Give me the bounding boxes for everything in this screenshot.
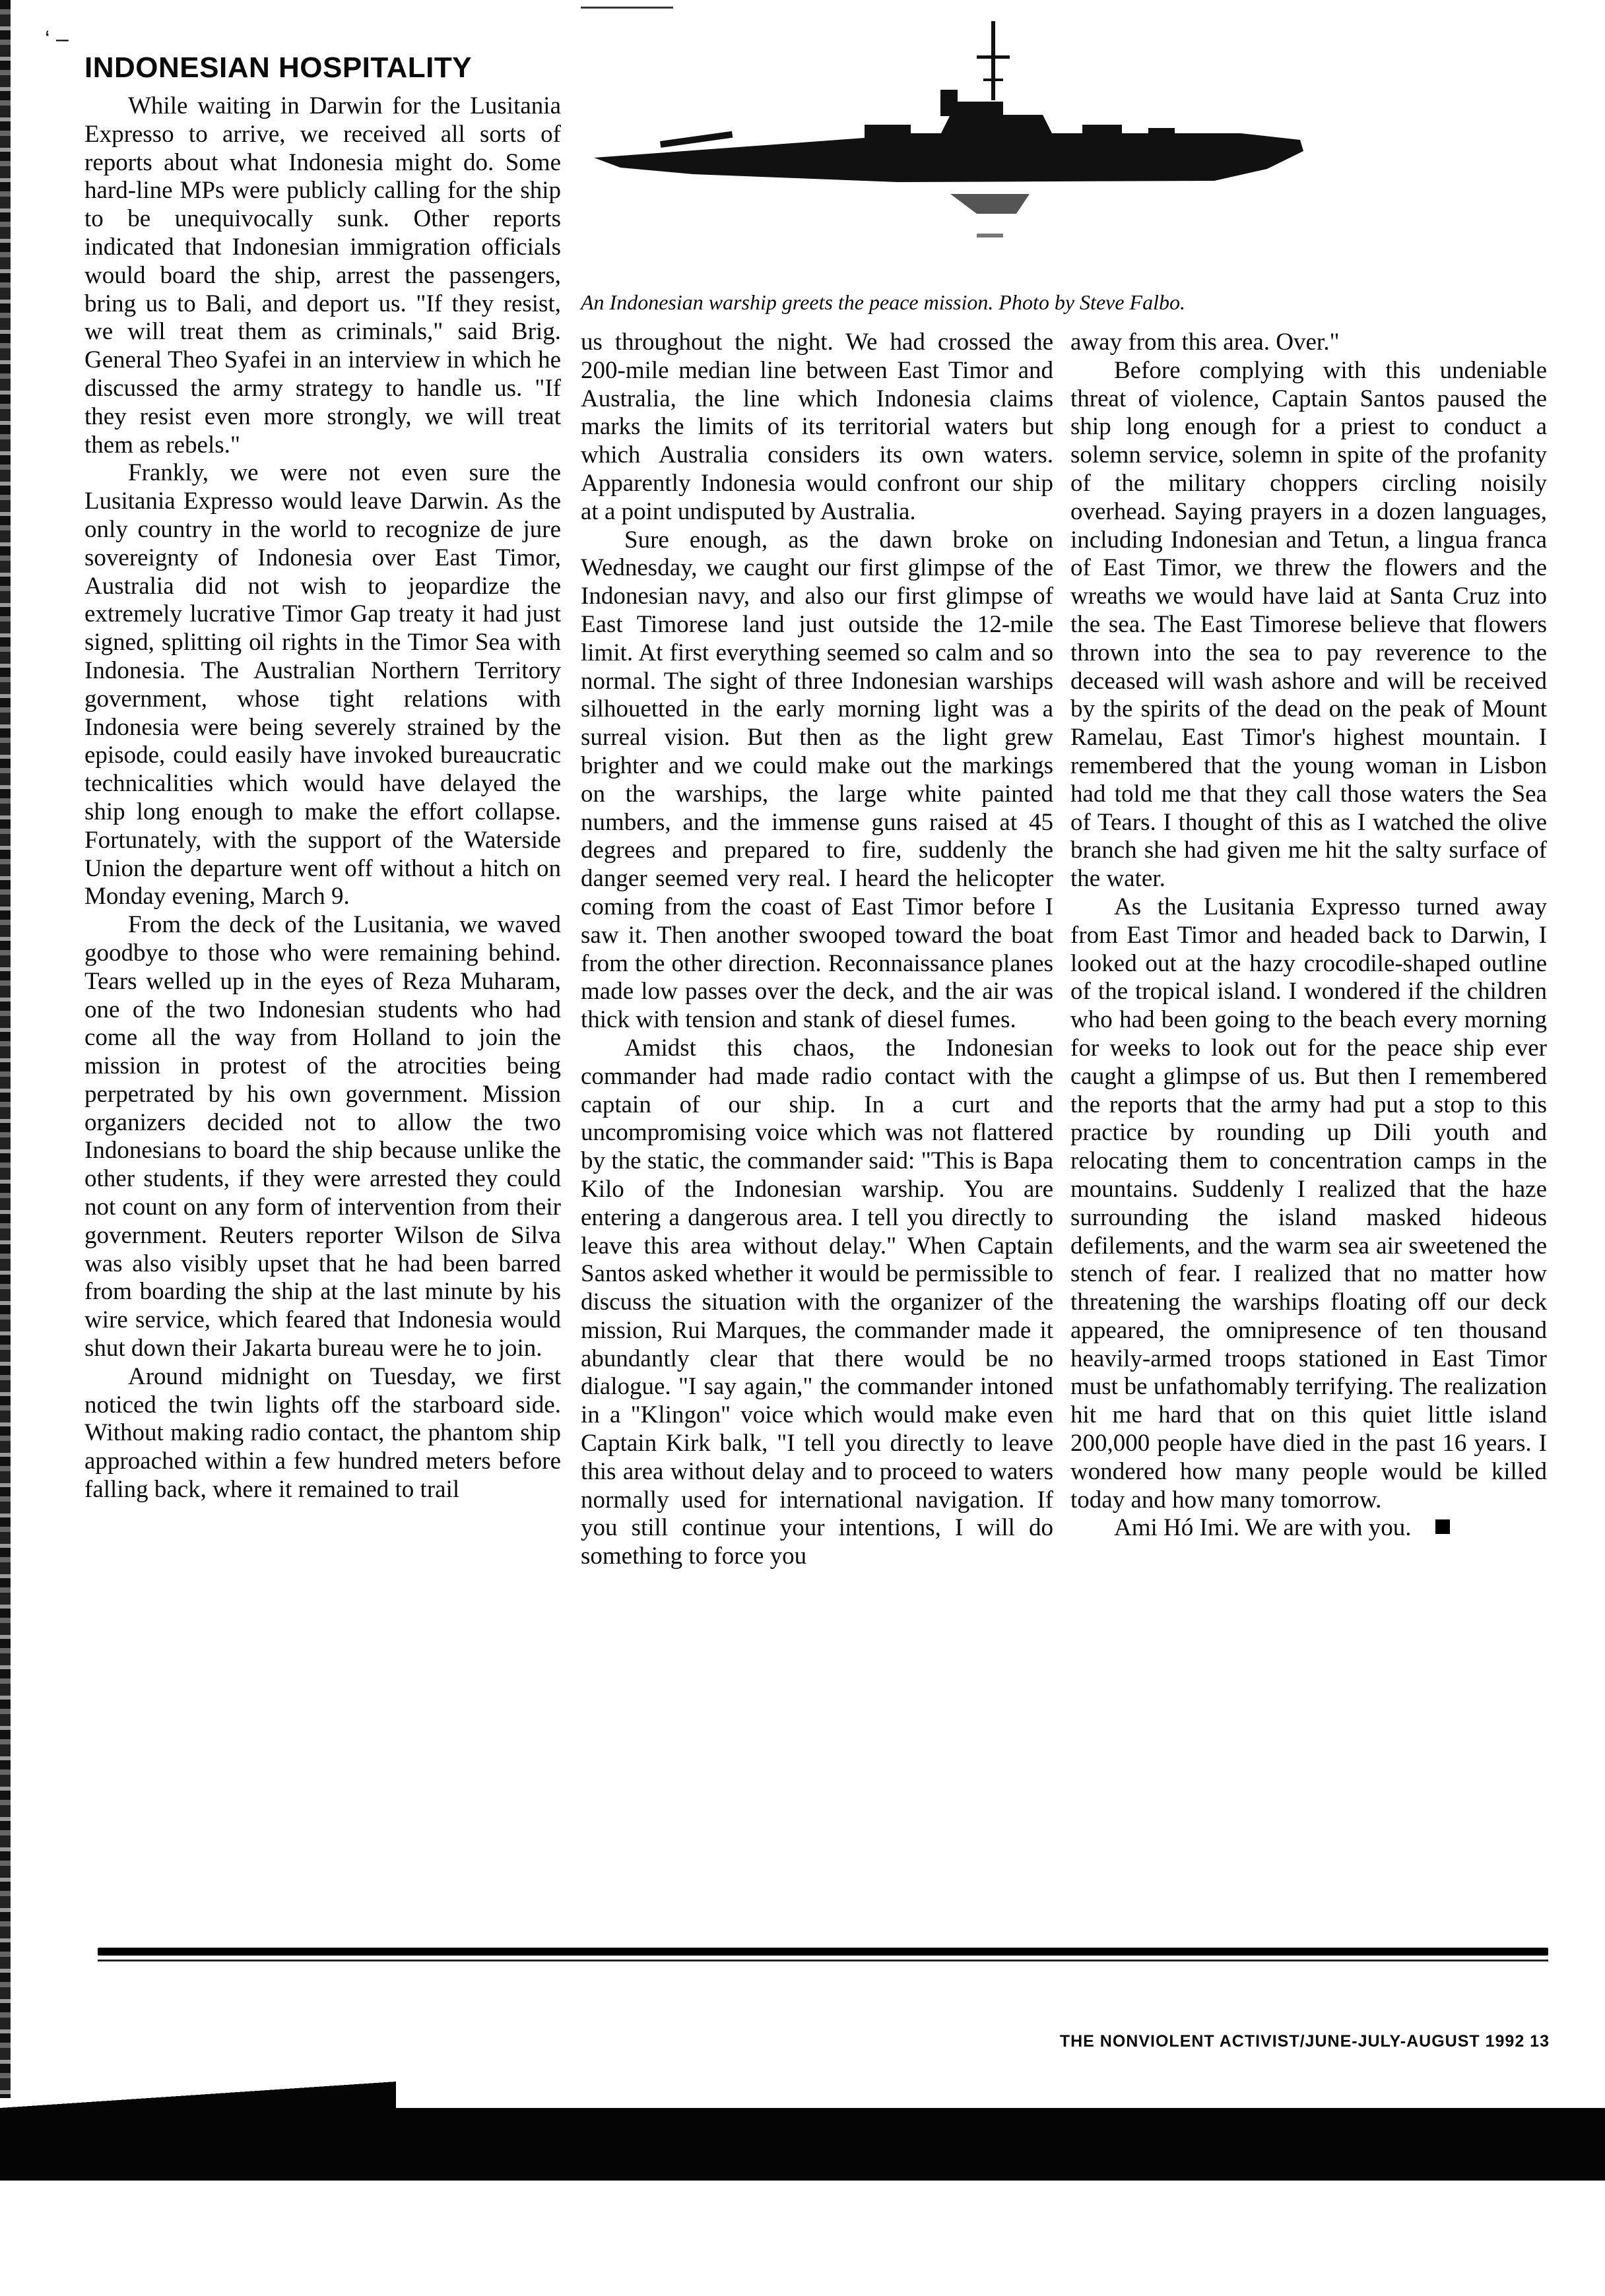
top-rule (581, 7, 673, 9)
end-of-article-mark (1435, 1519, 1450, 1534)
bottom-rule (98, 1948, 1548, 1956)
paragraph: away from this area. Over." (1070, 329, 1340, 356)
scan-edge (0, 0, 11, 2098)
ship-mast (991, 21, 995, 100)
article-headline: INDONESIAN HOSPITALITY (84, 51, 473, 84)
article-column-3 (1070, 329, 1547, 1543)
paragraph: While waiting in Darwin for the Lusitania Expresso to arrive, we received all sorts of reports about what Indonesia might do. Some hard-line MPs were publicly calling for the ship to be unequivocally sunk. Other reports indicated that Indonesian immigration officials would board the ship, arrest the passengers, bring us to Bali, and deport us. "If they resist, we will treat them as criminals," said Brig. General Theo Syafei in an interview in which he discussed the army strategy to handle us. "If they resist even more strongly, we will treat them as rebels." (84, 92, 561, 459)
photo-caption: An Indonesian warship greets the peace mission. Photo by Steve Falbo. (581, 290, 1185, 314)
paragraph (1070, 1514, 1547, 1543)
margin-mark: ‘ – (45, 26, 69, 51)
page-footer: THE NONVIOLENT ACTIVIST/JUNE-JULY-AUGUST 1992 13 (1059, 2032, 1550, 2051)
article-column-2 (581, 329, 1053, 1571)
paragraph: Frankly, we were not even sure the Lusitania Expresso would leave Darwin. As the only country in the world to recognize de jure sovereignty of Indonesia over East Timor, Australia did not wish to jeopardize the extremely lucrative Timor Gap treaty it had just signed, splitting oil rights in the Timor Sea with Indonesia. The Australian Northern Territory government, whose tight relations with Indonesia were being severely strained by the episode, could easily have invoked bureaucratic technicalities which would have delayed the ship long enough to make the effort collapse. Fortunately, with the support of the Waterside Union the departure went off without a hitch on Monday evening, March 9. (84, 459, 561, 910)
paragraph: us throughout the night. We had crossed the 200-mile median line between East Timor and Australia, the line which Indonesia claims marks the limits of its territorial waters but which Australia considers its own waters. Apparently Indonesia would confront our ship at a point undisputed by Australia. (581, 329, 1053, 525)
paragraph: Amidst this chaos, the Indonesian commander had made radio contact with the captain of our ship. In a curt and uncompromising voice which was not flattered by the static, the commander said: "This is Bapa Kilo of the Indonesian warship. You are entering a dangerous area. I tell you directly to leave this area without delay." When Captain Santos asked whether it would be permissible to discuss the situation with the organizer of the mission, Rui Marques, the commander made it abundantly clear that there would be no dialogue. "I say again," the commander intoned in a "Klingon" voice which would make even Captain Kirk balk, "I tell you directly to leave this area without delay and to proceed to waters normally used for international navigation. If you still continue your intentions, I will do something to force you (581, 1034, 1053, 1570)
paragraph: From the deck of the Lusitania, we waved goodbye to those who were remaining behind. Tears welled up in the eyes of Reza Muharam, one of the two Indonesian students who had come all the way from Holland to join the mission in protest of the atrocities being perpetrated by his own government. Mission organizers decided not to allow the two Indonesians to board the ship because unlike the other students, if they were arrested they could not count on any form of intervention from their government. Reuters reporter Wilson de Silva was also visibly upset that he had been barred from boarding the ship at the last minute by his wire service, which feared that Indonesia would shut down their Jakarta bureau were he to join. (84, 911, 561, 1362)
paragraph: Around midnight on Tuesday, we first noticed the twin lights off the starboard side. Without making radio contact, the phantom ship approached within a few hundred meters before falling back, where it remained to trail (84, 1362, 561, 1504)
paragraph: Before complying with this undeniable threat of violence, Captain Santos paused the ship long enough for a priest to conduct a solemn service, solemn in spite of the profanity of the military choppers circling noisily overhead. Saying prayers in a dozen languages, including Indonesian and Tetun, a lingua franca of East Timor, we threw the flowers and the wreaths we would have laid at Santa Cruz into the sea. The East Timorese believe that flowers thrown into the sea to pay reverence to the deceased will wash ashore and will be received by the spirits of the dead on the peak of Mount Ramelau, East Timor's highest mountain. I remembered that the young woman in Lisbon had told me that they call those waters the Sea of Tears. I thought of this as I watched the olive branch she had given me hit the salty surface of the water. (1070, 356, 1547, 893)
closing-line: Ami Hó Imi. We are with you. (1114, 1514, 1412, 1542)
paragraph: As the Lusitania Expresso turned away from East Timor and headed back to Darwin, I looked out at the hazy crocodile-shaped outline of the tropical island. I wondered if the children who had been going to the beach every morning for weeks to look out for the peace ship ever caught a glimpse of us. But then I remembered the reports that the army had put a stop to this practice by rounding up Dili youth and relocating them to concentration camps in the mountains. Suddenly I realized that the haze surrounding the island masked hideous defilements, and the warm sea air sweetened the stench of fear. I realized that no matter how threatening the warships floating off our deck appeared, the omnipresence of ten thousand heavily-armed troops stationed in East Timor must be unfathomably terrifying. The realization hit me hard that on this quiet little island 200,000 people have died in the past 16 years. I wondered how many people would be killed today and how many tomorrow. (1070, 893, 1547, 1514)
article-column-1 (84, 92, 561, 1504)
paragraph: Sure enough, as the dawn broke on Wednesday, we caught our first glimpse of the Indonesian navy, and also our first glimpse of East Timorese land just outside the 12-mile limit. At first everything seemed so calm and so normal. The sight of three Indonesian warships silhouetted in the early morning light was a surreal vision. But then as the light grew brighter and we could make out the markings on the warships, the large white painted numbers, and the immense guns raised at 45 degrees and prepared to fire, suddenly the danger seemed very real. I heard the helicopter coming from the coast of East Timor before I saw it. Then another swooped toward the boat from the other direction. Reconnaissance planes made low passes over the deck, and the air was thick with tension and stank of diesel fumes. (581, 526, 1053, 1034)
bottom-rule-thin (98, 1960, 1548, 1961)
warship-photo (581, 16, 1557, 286)
scan-bottom-edge (0, 2108, 1605, 2181)
